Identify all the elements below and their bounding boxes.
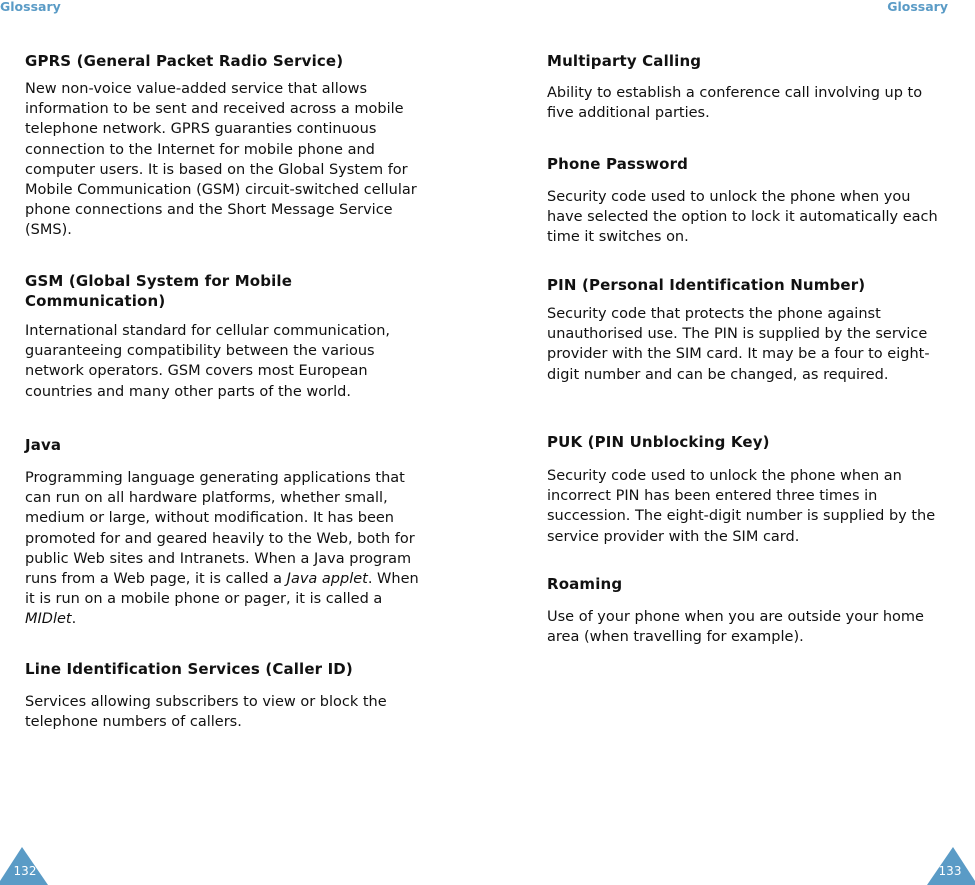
- glossary-definition: Use of your phone when you are outside your home area (when travelling for example).: [547, 609, 924, 646]
- glossary-entry-multiparty: [547, 51, 947, 123]
- glossary-definition: New non-voice value-added service that allows information to be sent and received across a mobile telephone network. GPRS guaranties continuous connection to the Internet for mobile phone and computer users. It is based on the Global System for Mobile Communication (GSM) circuit-switched cellular phone connections and the Short Message Service (SMS).: [25, 81, 417, 239]
- glossary-entry-gsm: [25, 271, 430, 402]
- page-number: 132: [13, 864, 37, 878]
- glossary-entry-pin: [547, 275, 947, 385]
- glossary-entry-caller-id: [25, 659, 430, 732]
- glossary-entry-puk: [547, 432, 947, 547]
- glossary-entry-java: [25, 435, 430, 630]
- glossary-term: PIN (Personal Identification Number): [547, 276, 866, 294]
- glossary-definition: International standard for cellular communication, guaranteeing compatibility between the various network operators. GSM covers most European countries and many other parts of the world.: [25, 323, 390, 400]
- glossary-entry-roaming: [547, 574, 947, 647]
- glossary-term: Roaming: [547, 575, 623, 593]
- glossary-term: PUK (PIN Unblocking Key): [547, 433, 770, 451]
- definition-emphasis: MIDlet: [25, 611, 72, 628]
- glossary-entry-gprs: [25, 51, 430, 241]
- glossary-term: Multiparty Calling: [547, 52, 702, 70]
- glossary-term: Phone Password: [547, 155, 689, 173]
- glossary-definition: Security code used to unlock the phone when an incorrect PIN has been entered three times in succession. The eight-digit number is supplied by the service provider with the SIM card.: [547, 468, 936, 545]
- glossary-definition: Services allowing subscribers to view or block the telephone numbers of callers.: [25, 694, 387, 731]
- glossary-term: GPRS (General Packet Radio Service): [25, 52, 344, 70]
- page-number-marker-left: [0, 845, 50, 885]
- glossary-definition: Ability to establish a conference call involving up to five additional parties.: [547, 85, 923, 122]
- definition-emphasis: Java applet: [286, 571, 368, 588]
- page-number-marker-right: [925, 845, 975, 885]
- glossary-definition: [25, 468, 430, 630]
- definition-text: Programming language generating applications that can run on all hardware platforms, whether small, medium or large, without modification. It has been promoted for and geared heavily to the Web, both for public Web sites and Intranets. When a Java program runs from a Web page, it is called a: [25, 470, 415, 588]
- glossary-definition: Security code that protects the phone against unauthorised use. The PIN is supplied by the service provider with the SIM card. It may be a four to eight-digit number and can be changed, as required.: [547, 306, 930, 383]
- page-number: 133: [938, 864, 962, 878]
- glossary-definition: Security code used to unlock the phone when you have selected the option to lock it automatically each time it switches on.: [547, 189, 938, 246]
- definition-text: . When it is run on a mobile phone or pager, it is called a: [25, 571, 419, 608]
- running-head-left: Glossary: [0, 0, 61, 14]
- glossary-entry-phone-password: [547, 154, 947, 248]
- glossary-term: GSM (Global System for Mobile Communication): [25, 272, 293, 310]
- glossary-term: Line Identification Services (Caller ID): [25, 660, 353, 678]
- glossary-term: Java: [25, 436, 62, 454]
- definition-text: .: [71, 611, 77, 628]
- running-head-right: Glossary: [887, 0, 948, 14]
